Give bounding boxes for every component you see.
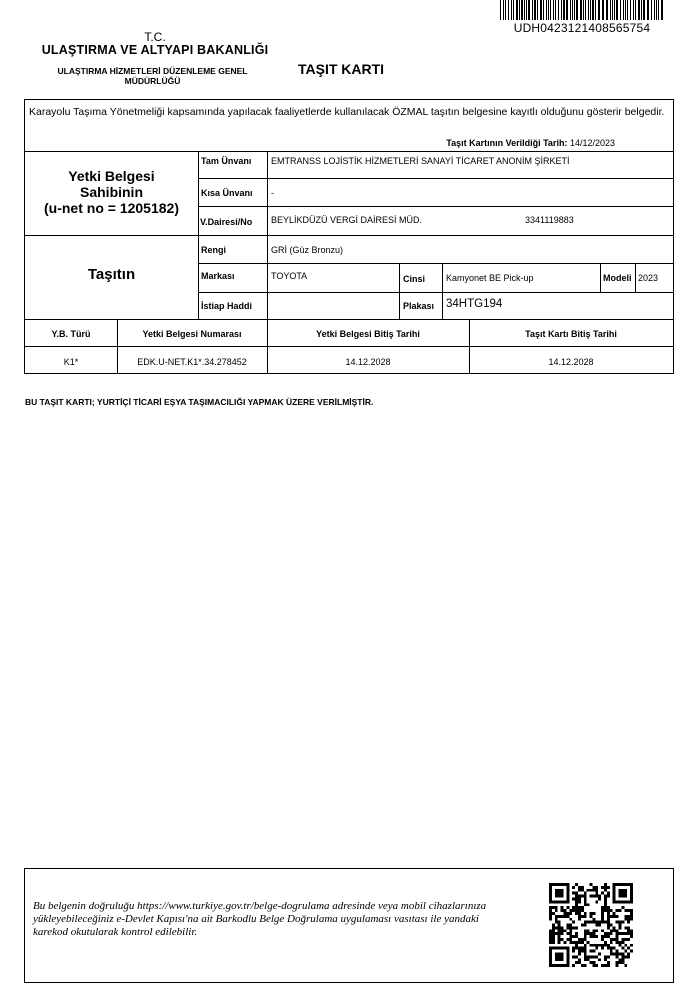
department-name: ULAŞTIRMA HİZMETLERİ DÜZENLEME GENEL MÜDÜRLÜĞÜ (57, 66, 248, 86)
vehicle-card-table (24, 99, 674, 374)
color-label: Rengi (201, 245, 227, 255)
type-value: Kamyonet BE Pick-up (446, 273, 534, 283)
model-value: 2023 (638, 273, 659, 283)
short-title-label: Kısa Ünvanı (201, 188, 253, 198)
capacity-label: İstiap Haddi (201, 301, 253, 311)
issue-date-value: 14/12/2023 (569, 138, 615, 148)
permit-type-value: K1* (63, 357, 79, 367)
vehicle-section-title: Taşıtın (87, 266, 136, 283)
permit-expiry-value: 14.12.2028 (345, 357, 391, 367)
short-title-value: - (271, 188, 274, 198)
plate-value: 34HTG194 (446, 298, 503, 310)
issue-date (446, 138, 615, 148)
brand-label: Markası (201, 271, 235, 281)
permit-number-value: EDK.U-NET.K1*.34.278452 (137, 357, 247, 367)
ministry-name: ULAŞTIRMA VE ALTYAPI BAKANLIĞI (41, 43, 269, 57)
barcode-number: UDH0423121408565754 (513, 21, 651, 35)
card-expiry-header: Taşıt Kartı Bitiş Tarihi (525, 329, 617, 339)
type-label: Cinsi (403, 274, 426, 284)
document-title: TAŞIT KARTI (298, 61, 385, 77)
brand-value: TOYOTA (271, 271, 308, 281)
verification-box (24, 868, 674, 983)
color-value: GRİ (Güz Bronzu) (271, 245, 344, 255)
header-tc: T.C. (144, 30, 166, 44)
tax-number-value: 3341119883 (525, 215, 574, 225)
verification-text: Bu belgenin doğruluğu https://www.turkiye.gov.tr/belge-dogrulama adresinde veya mobil cihazlarınıza yükleyebileceğiniz e-Devlet Kapısı'na ait Barkodlu Belge Doğrulama uygulaması vasıtası ile yandaki karekod okutularak kontrol edilebilir. (33, 900, 487, 938)
permit-number-header: Yetki Belgesi Numarası (142, 329, 242, 339)
permit-type-header: Y.B. Türü (51, 329, 91, 339)
issue-date-label: Taşıt Kartının Verildiği Tarih: (446, 138, 568, 148)
card-expiry-value: 14.12.2028 (548, 357, 594, 367)
intro-text: Karayolu Taşıma Yönetmeliği kapsamında yapılacak faaliyetlerde kullanılacak ÖZMAL taşıtın belgesine kayıtlı olduğunu gösterir belgedir. (29, 106, 665, 118)
plate-label: Plakası (403, 301, 435, 311)
permit-expiry-header: Yetki Belgesi Bitiş Tarihi (316, 329, 420, 339)
tax-office-value: BEYLİKDÜZÜ VERGİ DAİRESİ MÜD. (271, 215, 423, 225)
tax-office-label: V.Dairesi/No (200, 217, 253, 227)
model-label: Modeli (603, 273, 632, 283)
full-title-value: EMTRANSS LOJİSTİK HİZMETLERİ SANAYİ TİCARET ANONİM ŞİRKETİ (271, 156, 570, 166)
holder-section-title: Yetki Belgesi Sahibinin (u-net no = 1205182) (44, 168, 179, 216)
full-title-label: Tam Ünvanı (201, 156, 252, 166)
qr-code-image (549, 883, 633, 967)
notice-text: BU TAŞIT KARTI; YURTİÇİ TİCARİ EŞYA TAŞIMACILIĞI YAPMAK ÜZERE VERİLMİŞTİR. (25, 397, 374, 407)
barcode-image (500, 0, 664, 20)
